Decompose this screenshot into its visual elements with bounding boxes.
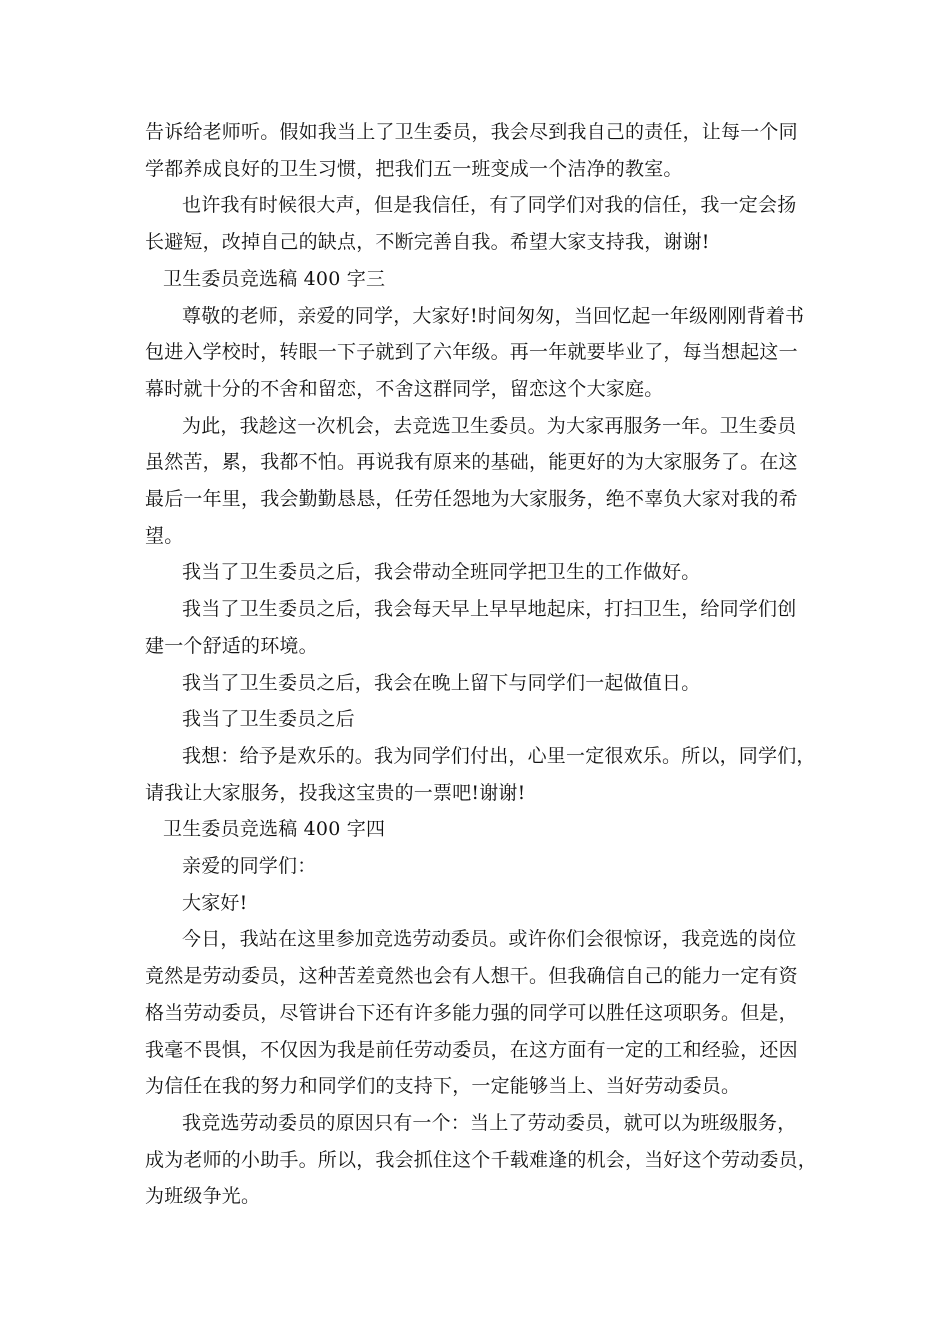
text-line: 建一个舒适的环境。 <box>145 634 318 657</box>
text-line: 我当了卫生委员之后，我会每天早上早早地起床，打扫卫生，给同学们创 <box>182 598 797 621</box>
section-heading: 卫生委员竞选稿 400 字三 <box>163 267 386 290</box>
text-line: 我毫不畏惧，不仅因为我是前任劳动委员，在这方面有一定的工和经验，还因 <box>145 1038 798 1061</box>
text-line: 成为老师的小助手。所以，我会抓住这个千载难逢的机会，当好这个劳动委员， <box>145 1148 818 1171</box>
text-line: 我当了卫生委员之后，我会带动全班同学把卫生的工作做好。 <box>182 561 701 584</box>
text-line: 我当了卫生委员之后，我会在晚上留下与同学们一起做值日。 <box>182 671 701 694</box>
text-line: 格当劳动委员，尽管讲台下还有许多能力强的同学可以胜任这项职务。但是， <box>145 1001 798 1024</box>
text-line: 长避短，改掉自己的缺点，不断完善自我。希望大家支持我，谢谢! <box>145 231 710 254</box>
section-heading: 卫生委员竞选稿 400 字四 <box>163 818 386 841</box>
text-line: 告诉给老师听。假如我当上了卫生委员，我会尽到我自己的责任，让每一个同 <box>145 121 798 143</box>
text-line: 学都养成良好的卫生习惯，把我们五一班变成一个洁净的教室。 <box>145 157 683 180</box>
text-line: 也许我有时候很大声，但是我信任，有了同学们对我的信任，我一定会扬 <box>182 194 797 217</box>
text-line: 尊敬的老师，亲爱的同学，大家好!时间匆匆，当回忆起一年级刚刚背着书 <box>182 304 805 327</box>
text-line: 为信任在我的努力和同学们的支持下，一定能够当上、当好劳动委员。 <box>145 1075 741 1098</box>
text-line: 我竞选劳动委员的原因只有一个：当上了劳动委员，就可以为班级服务， <box>182 1111 797 1134</box>
text-line: 虽然苦，累，我都不怕。再说我有原来的基础，能更好的为大家服务了。在这 <box>145 451 798 474</box>
text-line: 最后一年里，我会勤勤恳恳，任劳任怨地为大家服务，绝不辜负大家对我的希 <box>145 488 798 510</box>
text-line: 为此，我趁这一次机会，去竞选卫生委员。为大家再服务一年。卫生委员 <box>182 414 797 437</box>
text-line: 我当了卫生委员之后 <box>182 708 355 731</box>
text-line: 幕时就十分的不舍和留恋，不舍这群同学，留恋这个大家庭。 <box>145 377 664 400</box>
text-line: 为班级争光。 <box>145 1185 261 1208</box>
text-line: 请我让大家服务，投我这宝贵的一票吧!谢谢! <box>145 781 526 804</box>
text-line: 望。 <box>145 524 184 547</box>
text-line: 竟然是劳动委员，这种苦差竟然也会有人想干。但我确信自己的能力一定有资 <box>145 965 798 988</box>
text-line: 今日，我站在这里参加竞选劳动委员。或许你们会很惊讶，我竞选的岗位 <box>182 928 797 951</box>
text-line: 包进入学校时，转眼一下子就到了六年级。再一年就要毕业了，每当想起这一 <box>145 341 798 364</box>
text-line: 我想：给予是欢乐的。我为同学们付出，心里一定很欢乐。所以，同学们， <box>182 744 816 767</box>
text-line: 大家好! <box>182 891 248 914</box>
text-line: 亲爱的同学们： <box>182 855 317 877</box>
